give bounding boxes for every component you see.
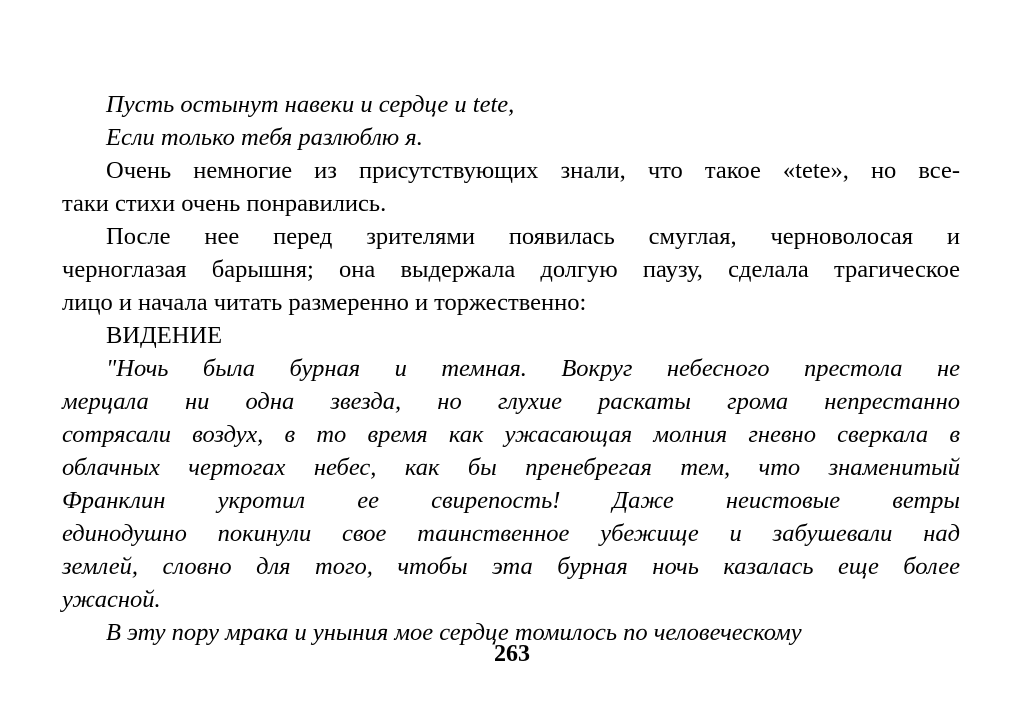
paragraph-line: черноглазая барышня; она выдержала долгую паузу, сделала трагическое	[62, 256, 960, 283]
quote-line: облачных чертогах небес, как бы пренебрегая тем, что знаменитый	[62, 454, 960, 481]
quote-line: "Ночь была бурная и темная. Вокруг небесного престола не	[106, 355, 960, 382]
quote-line: сотрясали воздух, в то время как ужасающая молния гневно сверкала в	[62, 421, 960, 448]
document-page	[62, 88, 960, 649]
quote-line: Франклин укротил ее свирепость! Даже неистовые ветры	[62, 487, 960, 514]
quote-line: единодушно покинули свое таинственное убежище и забушевали над	[62, 520, 960, 547]
quote-line: землей, словно для того, чтобы эта бурная ночь казалась еще более	[62, 553, 960, 580]
paragraph-line: В эту пору мрака и уныния мое сердце томилось по человеческому	[106, 619, 802, 646]
section-heading: ВИДЕНИЕ	[106, 322, 223, 349]
paragraph-line: После нее перед зрителями появилась смуглая, черноволосая и	[106, 223, 960, 250]
paragraph-line: таки стихи очень понравились.	[62, 190, 387, 217]
verse-line: Пусть остынут навеки и сердце и tete,	[106, 91, 515, 118]
quote-line: мерцала ни одна звезда, но глухие раскаты грома непрестанно	[62, 388, 960, 415]
page-number: 263	[494, 641, 530, 667]
paragraph-line: Очень немногие из присутствующих знали, что такое «tete», но все-	[106, 157, 960, 184]
paragraph-line: лицо и начала читать размеренно и торжественно:	[62, 289, 587, 316]
quote-line: ужасной.	[62, 586, 161, 613]
verse-line: Если только тебя разлюблю я.	[106, 124, 423, 151]
